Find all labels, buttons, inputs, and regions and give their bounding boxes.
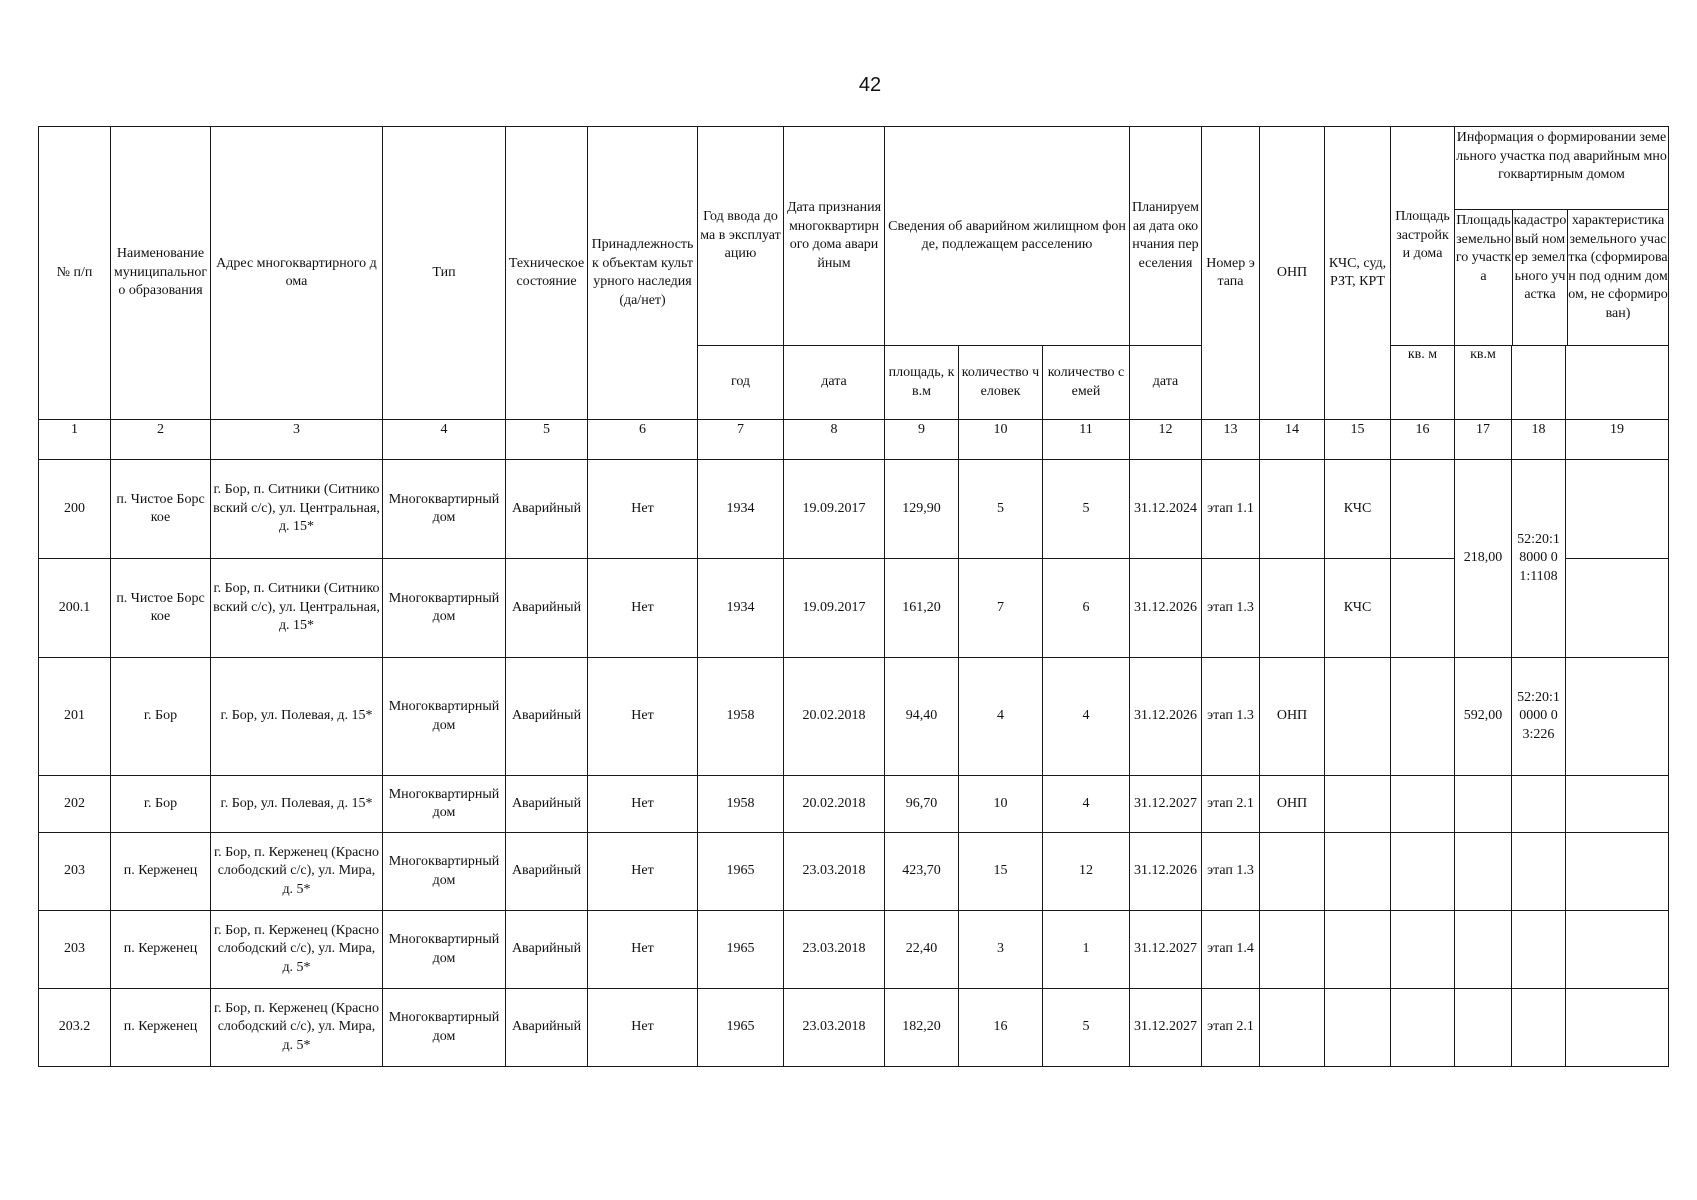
cell-land-area	[1455, 989, 1512, 1067]
header-year-commissioned: Год ввода дома в эксплуатацию	[698, 127, 784, 346]
header-cadastral-number: кадастровый номер земельного участка	[1513, 210, 1568, 345]
cell-stage: этап 2.1	[1202, 776, 1260, 833]
cell-state: Аварийный	[506, 833, 588, 911]
header-people: количество человек	[959, 346, 1043, 420]
cell-people: 4	[959, 658, 1043, 776]
cell-onp	[1260, 911, 1325, 989]
cell-land-char	[1566, 833, 1669, 911]
header-heritage: Принадлежность к объектам культурного наследия (да/нет)	[588, 127, 698, 420]
cell-type: Многоквартирный дом	[383, 833, 506, 911]
header-end-date-sub: дата	[1130, 346, 1202, 420]
cell-building-area	[1391, 911, 1455, 989]
header-onp: ОНП	[1260, 127, 1325, 420]
cell-heritage: Нет	[588, 911, 698, 989]
cell-onp	[1260, 460, 1325, 559]
header-stage-number: Номер этапа	[1202, 127, 1260, 420]
header-planned-end-date: Планируемая дата окончания переселения	[1130, 127, 1202, 346]
cell-end-date: 31.12.2027	[1130, 911, 1202, 989]
cell-stage: этап 1.3	[1202, 833, 1260, 911]
cell-state: Аварийный	[506, 989, 588, 1067]
cell-cadastral: 52:20:18000 01:1108	[1512, 460, 1566, 658]
cell-year: 1958	[698, 776, 784, 833]
cell-kchs	[1325, 776, 1391, 833]
cell-date: 23.03.2018	[784, 833, 885, 911]
header-address: Адрес многоквартирного дома	[211, 127, 383, 420]
cell-land-area: 218,00	[1455, 460, 1512, 658]
cell-municipality: п. Чистое Борское	[111, 460, 211, 559]
cell-heritage: Нет	[588, 559, 698, 658]
cell-building-area	[1391, 833, 1455, 911]
cell-families: 6	[1043, 559, 1130, 658]
header-technical-state: Техническое состояние	[506, 127, 588, 420]
col-num: 14	[1260, 420, 1325, 460]
cell-kchs	[1325, 989, 1391, 1067]
cell-families: 5	[1043, 989, 1130, 1067]
cell-type: Многоквартирный дом	[383, 911, 506, 989]
cell-kchs: КЧС	[1325, 559, 1391, 658]
cell-year: 1965	[698, 833, 784, 911]
cell-area: 423,70	[885, 833, 959, 911]
col-num: 13	[1202, 420, 1260, 460]
cell-number: 200.1	[39, 559, 111, 658]
cell-date: 23.03.2018	[784, 989, 885, 1067]
cell-state: Аварийный	[506, 776, 588, 833]
cell-type: Многоквартирный дом	[383, 460, 506, 559]
cell-cadastral	[1512, 911, 1566, 989]
col-num: 2	[111, 420, 211, 460]
cell-people: 16	[959, 989, 1043, 1067]
cell-municipality: п. Чистое Борское	[111, 559, 211, 658]
cell-land-area	[1455, 833, 1512, 911]
cell-state: Аварийный	[506, 658, 588, 776]
cell-end-date: 31.12.2027	[1130, 776, 1202, 833]
cell-address: г. Бор, п. Керженец (Краснослободский с/с), ул. Мира, д. 5*	[211, 989, 383, 1067]
header-kchs: КЧС, суд, РЗТ, КРТ	[1325, 127, 1391, 420]
page-number: 42	[858, 74, 882, 96]
cell-number: 203.2	[39, 989, 111, 1067]
cell-families: 4	[1043, 776, 1130, 833]
header-type: Тип	[383, 127, 506, 420]
cell-building-area	[1391, 460, 1455, 559]
cell-end-date: 31.12.2026	[1130, 658, 1202, 776]
cell-land-char	[1566, 559, 1669, 658]
cell-number: 202	[39, 776, 111, 833]
cell-stage: этап 1.3	[1202, 658, 1260, 776]
cell-cadastral	[1512, 989, 1566, 1067]
cell-year: 1934	[698, 460, 784, 559]
table-row	[39, 911, 1669, 989]
cell-area: 182,20	[885, 989, 959, 1067]
col-num: 19	[1566, 420, 1669, 460]
cell-area: 94,40	[885, 658, 959, 776]
col-num: 15	[1325, 420, 1391, 460]
col-num: 12	[1130, 420, 1202, 460]
table-row	[39, 833, 1669, 911]
header-families: количество семей	[1043, 346, 1130, 420]
col-num: 18	[1512, 420, 1566, 460]
header-municipality: Наименование муниципального образования	[111, 127, 211, 420]
header-year-sub: год	[698, 346, 784, 420]
col-num: 9	[885, 420, 959, 460]
cell-municipality: г. Бор	[111, 776, 211, 833]
cell-stage: этап 1.1	[1202, 460, 1260, 559]
cell-municipality: п. Керженец	[111, 989, 211, 1067]
cell-families: 4	[1043, 658, 1130, 776]
column-number-row	[39, 420, 1669, 460]
cell-year: 1958	[698, 658, 784, 776]
cell-address: г. Бор, п. Керженец (Краснослободский с/с), ул. Мира, д. 5*	[211, 833, 383, 911]
cell-families: 5	[1043, 460, 1130, 559]
cell-cadastral	[1512, 776, 1566, 833]
cell-people: 5	[959, 460, 1043, 559]
header-land-info-title: Информация о формировании земельного участка под аварийным многоквартирным домом	[1455, 127, 1668, 210]
cell-onp	[1260, 559, 1325, 658]
cell-heritage: Нет	[588, 989, 698, 1067]
cell-building-area	[1391, 658, 1455, 776]
cell-state: Аварийный	[506, 911, 588, 989]
cell-date: 23.03.2018	[784, 911, 885, 989]
cell-land-char	[1566, 776, 1669, 833]
cell-people: 15	[959, 833, 1043, 911]
cell-municipality: п. Керженец	[111, 911, 211, 989]
cell-address: г. Бор, п. Ситники (Ситниковский с/с), ул. Центральная, д. 15*	[211, 460, 383, 559]
table-row	[39, 776, 1669, 833]
cell-area: 22,40	[885, 911, 959, 989]
cell-people: 3	[959, 911, 1043, 989]
cell-heritage: Нет	[588, 833, 698, 911]
cell-area: 161,20	[885, 559, 959, 658]
table-row	[39, 658, 1669, 776]
header-emergency-fund: Сведения об аварийном жилищном фонде, подлежащем расселению	[885, 127, 1130, 346]
cell-kchs	[1325, 658, 1391, 776]
col-num: 8	[784, 420, 885, 460]
cell-year: 1934	[698, 559, 784, 658]
cell-land-char	[1566, 911, 1669, 989]
cell-kchs	[1325, 911, 1391, 989]
cell-number: 201	[39, 658, 111, 776]
cell-onp: ОНП	[1260, 776, 1325, 833]
cell-area: 96,70	[885, 776, 959, 833]
cell-people: 7	[959, 559, 1043, 658]
header-land-area-unit: кв.м	[1455, 346, 1512, 420]
header-cadastral-cont	[1512, 346, 1566, 420]
col-num: 10	[959, 420, 1043, 460]
cell-heritage: Нет	[588, 460, 698, 559]
cell-number: 203	[39, 833, 111, 911]
emergency-housing-table	[38, 126, 1669, 1067]
cell-number: 200	[39, 460, 111, 559]
cell-date: 19.09.2017	[784, 460, 885, 559]
table-row	[39, 559, 1669, 658]
cell-stage: этап 1.3	[1202, 559, 1260, 658]
cell-onp	[1260, 989, 1325, 1067]
cell-stage: этап 2.1	[1202, 989, 1260, 1067]
cell-type: Многоквартирный дом	[383, 658, 506, 776]
header-area: площадь, кв.м	[885, 346, 959, 420]
cell-address: г. Бор, ул. Полевая, д. 15*	[211, 776, 383, 833]
cell-stage: этап 1.4	[1202, 911, 1260, 989]
header-land-info	[1455, 127, 1669, 346]
cell-address: г. Бор, п. Керженец (Краснослободский с/с), ул. Мира, д. 5*	[211, 911, 383, 989]
cell-heritage: Нет	[588, 776, 698, 833]
cell-municipality: г. Бор	[111, 658, 211, 776]
col-num: 5	[506, 420, 588, 460]
cell-cadastral	[1512, 833, 1566, 911]
cell-address: г. Бор, ул. Полевая, д. 15*	[211, 658, 383, 776]
cell-date: 20.02.2018	[784, 658, 885, 776]
header-building-area-unit: кв. м	[1391, 346, 1455, 420]
cell-address: г. Бор, п. Ситники (Ситниковский с/с), ул. Центральная, д. 15*	[211, 559, 383, 658]
cell-families: 1	[1043, 911, 1130, 989]
cell-type: Многоквартирный дом	[383, 989, 506, 1067]
cell-people: 10	[959, 776, 1043, 833]
cell-land-area	[1455, 911, 1512, 989]
col-num: 4	[383, 420, 506, 460]
cell-date: 19.09.2017	[784, 559, 885, 658]
cell-type: Многоквартирный дом	[383, 776, 506, 833]
col-num: 11	[1043, 420, 1130, 460]
cell-state: Аварийный	[506, 460, 588, 559]
cell-municipality: п. Керженец	[111, 833, 211, 911]
table-row	[39, 460, 1669, 559]
cell-end-date: 31.12.2026	[1130, 833, 1202, 911]
col-num: 6	[588, 420, 698, 460]
col-num: 3	[211, 420, 383, 460]
header-emergency-date: Дата признания многоквартирного дома аварийным	[784, 127, 885, 346]
header-date-sub: дата	[784, 346, 885, 420]
cell-kchs: КЧС	[1325, 460, 1391, 559]
cell-building-area	[1391, 776, 1455, 833]
cell-end-date: 31.12.2026	[1130, 559, 1202, 658]
cell-heritage: Нет	[588, 658, 698, 776]
col-num: 7	[698, 420, 784, 460]
cell-building-area	[1391, 559, 1455, 658]
cell-building-area	[1391, 989, 1455, 1067]
cell-land-char	[1566, 460, 1669, 559]
cell-families: 12	[1043, 833, 1130, 911]
cell-land-area: 592,00	[1455, 658, 1512, 776]
header-row-number: № п/п	[39, 127, 111, 420]
cell-onp: ОНП	[1260, 658, 1325, 776]
cell-area: 129,90	[885, 460, 959, 559]
header-building-area: Площадь застройки дома	[1391, 127, 1455, 346]
cell-state: Аварийный	[506, 559, 588, 658]
col-num: 17	[1455, 420, 1512, 460]
cell-year: 1965	[698, 989, 784, 1067]
cell-land-char	[1566, 989, 1669, 1067]
cell-end-date: 31.12.2024	[1130, 460, 1202, 559]
cell-kchs	[1325, 833, 1391, 911]
cell-end-date: 31.12.2027	[1130, 989, 1202, 1067]
col-num: 1	[39, 420, 111, 460]
cell-onp	[1260, 833, 1325, 911]
header-characteristic-cont	[1566, 346, 1669, 420]
col-num: 16	[1391, 420, 1455, 460]
cell-land-char	[1566, 658, 1669, 776]
cell-year: 1965	[698, 911, 784, 989]
header-land-area: Площадь земельного участка	[1455, 210, 1513, 345]
header-land-characteristic: характеристика земельного участка (сформирован под одним домом, не сформирован)	[1568, 213, 1668, 321]
cell-land-area	[1455, 776, 1512, 833]
cell-type: Многоквартирный дом	[383, 559, 506, 658]
cell-cadastral: 52:20:10000 03:226	[1512, 658, 1566, 776]
cell-number: 203	[39, 911, 111, 989]
cell-date: 20.02.2018	[784, 776, 885, 833]
table-row	[39, 989, 1669, 1067]
